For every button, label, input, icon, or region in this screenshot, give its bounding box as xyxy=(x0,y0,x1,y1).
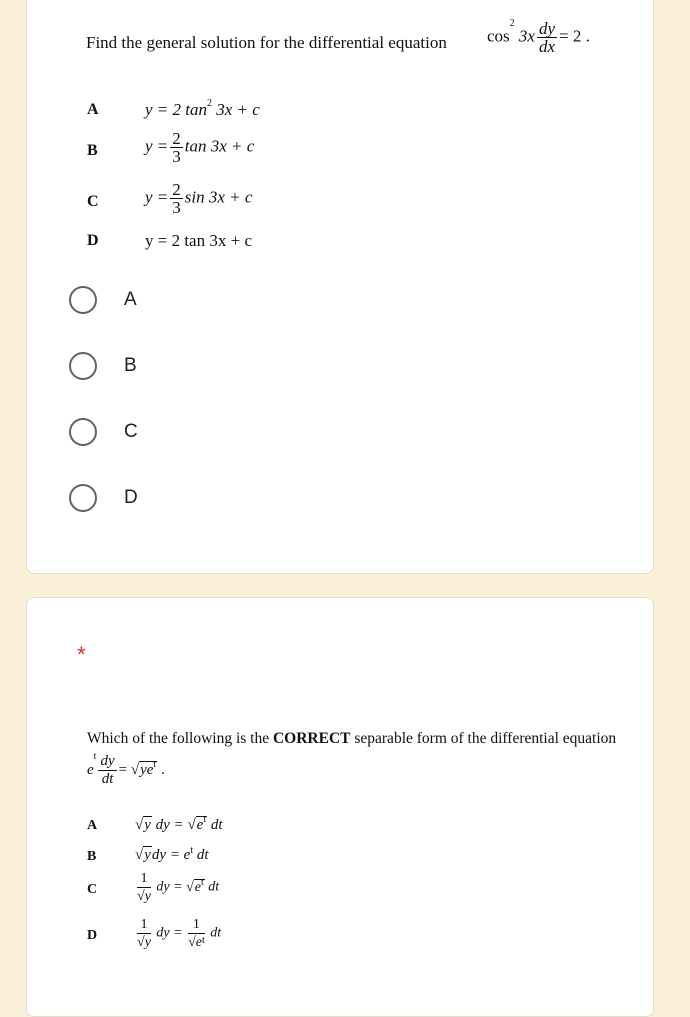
radio-option-c[interactable] xyxy=(69,414,138,450)
q2-c-fraction xyxy=(137,870,151,905)
q2-eq-sqrt: $√ye^t$ xyxy=(130,758,157,778)
q2-eq-radicand: ye xyxy=(140,761,154,778)
q2-b-left: y xyxy=(144,847,151,863)
q2-b-sqrt: √y xyxy=(135,847,151,863)
choice-c-rest: sin 3x + c xyxy=(184,187,253,207)
question-1-text xyxy=(86,33,447,53)
q2-c-den: √y xyxy=(137,889,151,904)
q2-a-left: y xyxy=(144,817,151,833)
q2-a-tail: dt xyxy=(207,817,223,833)
radio-circle-icon[interactable] xyxy=(69,352,97,380)
choice-c-fraction xyxy=(170,181,183,216)
radio-circle-icon[interactable] xyxy=(69,418,97,446)
q2-choice-a-expression xyxy=(135,816,223,834)
q2-a-sqrt: √y xyxy=(135,817,151,833)
choice-b-rest: tan 3x + c xyxy=(184,136,255,156)
radio-circle-icon[interactable] xyxy=(69,484,97,512)
q2-d-den2: $√e^t$ xyxy=(188,935,205,950)
question-2-text-before: Which of the following is the xyxy=(87,730,273,747)
q2-d-num: 1 xyxy=(137,916,151,934)
choice-c-den: 3 xyxy=(172,198,181,217)
eq-den: dx xyxy=(538,37,556,56)
q2-c-rad-pow: t xyxy=(200,876,204,888)
q2-choice-letter-c: C xyxy=(87,882,98,897)
radio-label-a: A xyxy=(124,289,137,310)
choice-a-pre: y = 2 tan xyxy=(145,100,207,119)
q2-choice-d-expression xyxy=(135,916,221,951)
choice-a-post: 3x + c xyxy=(212,100,260,119)
choice-b-fraction xyxy=(170,130,183,165)
question-2-text-bold: CORRECT xyxy=(272,730,351,747)
q2-c-den-rad: y xyxy=(144,889,151,904)
choice-b-num: 2 xyxy=(172,129,181,148)
q2-d-rad2: e xyxy=(195,935,202,950)
q2-choice-letter-b: B xyxy=(87,849,97,864)
question-1-equation xyxy=(487,20,590,55)
q2-d-tail: dt xyxy=(206,925,222,941)
q2-a-rad-pow: t xyxy=(203,814,207,825)
radio-label-b: B xyxy=(124,355,137,376)
choice-b-lhs: y = xyxy=(145,136,169,156)
q2-c-mid: dy = xyxy=(152,879,187,895)
q2-d-num2: 1 xyxy=(188,916,205,934)
radio-circle-icon[interactable] xyxy=(69,286,97,314)
question-2-text-after: separable form of the differential equation xyxy=(350,730,617,747)
q2-eq-end: . xyxy=(157,761,165,778)
q2-a-sqrt2: $√e^t$ xyxy=(187,814,207,833)
choice-letter-c: C xyxy=(87,193,99,210)
eq-arg: 3x xyxy=(518,26,535,46)
eq-power: 2 xyxy=(509,18,515,29)
q2-choice-c-expression xyxy=(135,870,219,905)
choice-letter-a: A xyxy=(87,101,99,118)
eq-rhs: = 2 . xyxy=(559,26,590,46)
q2-c-sqrt: $√e^t$ xyxy=(186,876,204,895)
radio-option-b[interactable] xyxy=(69,348,137,384)
required-marker: * xyxy=(77,642,86,667)
q2-eq-power: t xyxy=(93,751,97,762)
q2-choice-b-expression xyxy=(135,847,209,864)
q2-d-rad2-pow: t xyxy=(201,935,205,946)
q2-b-mid: dy = e xyxy=(151,847,191,863)
q2-b-tail: dt xyxy=(193,847,209,863)
q2-eq-den: dt xyxy=(101,771,114,787)
q2-c-num: 1 xyxy=(137,870,151,888)
q2-eq-base: e xyxy=(87,761,94,778)
q2-d-den-rad: y xyxy=(144,935,151,950)
q2-a-mid: dy = xyxy=(151,817,188,833)
question-2-equation xyxy=(87,753,165,788)
q2-c-tail: dt xyxy=(204,879,220,895)
radio-option-d[interactable] xyxy=(69,480,138,516)
choice-c-num: 2 xyxy=(172,180,181,199)
question-card-1 xyxy=(26,0,654,574)
choice-b-expression xyxy=(145,130,254,165)
radio-option-a[interactable] xyxy=(69,282,137,318)
choice-letter-d: D xyxy=(87,232,99,249)
radio-label-c: C xyxy=(124,421,138,442)
eq-num: dy xyxy=(538,19,556,38)
question-1-prompt: Find the general solution for the differential equation xyxy=(86,33,447,52)
choice-c-expression xyxy=(145,181,252,216)
q2-choice-letter-a: A xyxy=(87,818,98,833)
q2-eq-radicand-power: t xyxy=(153,758,157,770)
question-card-2 xyxy=(26,597,654,1017)
choice-a-expression xyxy=(145,100,260,120)
q2-eq-num: dy xyxy=(100,753,115,769)
choice-d-expression: y = 2 tan 3x + c xyxy=(145,231,252,250)
q2-eq-equals: = xyxy=(118,761,128,778)
q2-c-rad: e xyxy=(194,879,201,895)
eq-func: cos xyxy=(487,26,510,46)
eq-fraction xyxy=(537,20,557,55)
q2-choice-letter-d: D xyxy=(87,928,98,943)
choice-b-den: 3 xyxy=(172,147,181,166)
choice-letter-b: B xyxy=(87,142,98,159)
q2-a-rad: e xyxy=(196,817,204,833)
q2-d-fraction xyxy=(137,916,151,951)
q2-d-den: √y xyxy=(137,935,151,950)
choice-a-sup: 2 xyxy=(207,98,212,109)
choice-c-lhs: y = xyxy=(145,187,169,207)
radio-label-d: D xyxy=(124,487,138,508)
q2-d-fraction2 xyxy=(188,916,205,951)
q2-eq-fraction xyxy=(98,753,116,788)
question-2-text xyxy=(87,730,616,748)
q2-b-pow: t xyxy=(190,845,194,856)
q2-d-mid: dy = xyxy=(152,925,187,941)
